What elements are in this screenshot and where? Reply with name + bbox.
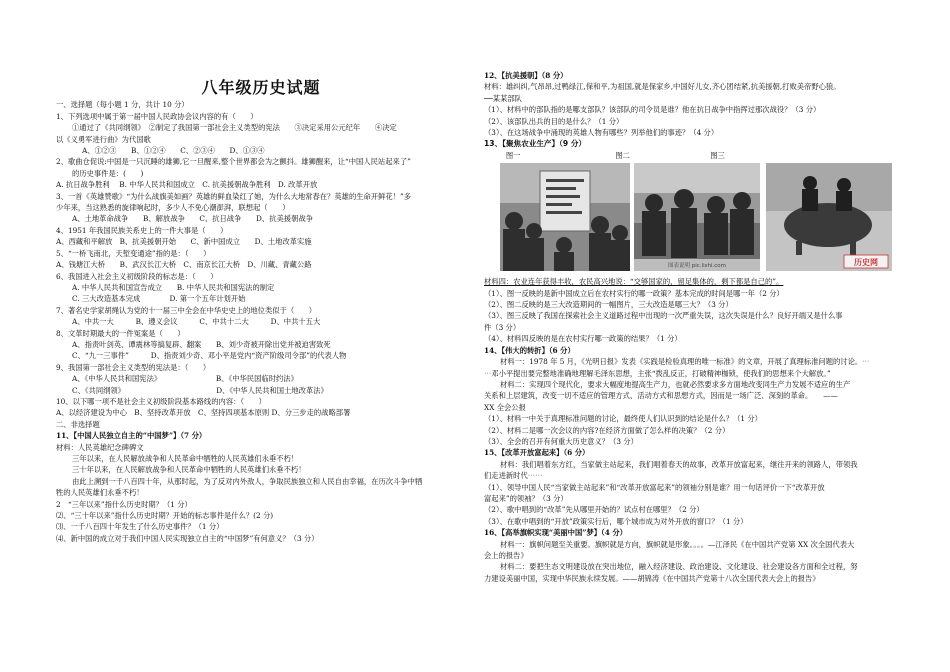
text-line: 12、【抗美援朝】（8 分）: [484, 71, 568, 80]
text-line: A、西藏和平解放 B、抗美援朝开始 C、新中国成立 D、土地改革实施: [56, 237, 312, 247]
text-line: （1）、领导中国人民“当家做主站起来”和“改革开放富起来”的领袖分别是谁？用一句话评价一下“改革开放: [484, 482, 825, 492]
text-line: 少年来，当这熟悉的旋律响起时，多少人不免心潮澎湃，联想起（ ）: [56, 203, 290, 213]
text-line: 会上的报告》: [484, 551, 528, 560]
text-line: ⑵、“三十年以来”指什么历史时期？开始的标志事件是什么？(2 分): [56, 511, 274, 521]
text-line: 4、1951 年我国民族关系史上的一件大事是（ ）: [56, 225, 228, 235]
right-bottom-question-list: [484, 276, 894, 584]
text-line: A、以经济建设为中心 B、坚持改革开放 C、坚持四项基本原则 D、分三步走的战略部署: [56, 408, 351, 418]
text-line: 11、【中国人民独立自主的“中国梦”】（7 分）: [56, 431, 207, 441]
text-line: 8、文革时期最大的一件冤案是（ ）: [56, 328, 185, 338]
text-line: 富起来”的领袖？（3 分）: [484, 493, 568, 503]
text-line: 6、我国进入社会主义初级阶段的标志是：（ ）: [56, 271, 218, 281]
text-line: （2）、该部队出兵的目的是什么？（1 分）: [484, 116, 624, 126]
photo-two: [634, 163, 760, 271]
text-line: A、土地革命战争 B、解放战争 C、抗日战争 D、抗美援朝战争: [72, 214, 313, 224]
text-line: （2）、材料二是哪一次会议的内容?在经济方面做了怎么样的决策？（2 分）: [484, 425, 730, 435]
text-line: C、“九一三事件” D、指责刘少奇、邓小平是党内“资产阶级司令部”的代表人物: [72, 351, 347, 361]
text-line: ⑶、一千八百四十年发生了什么历史事件？（1 分）: [56, 522, 224, 532]
right-top-question-list: [484, 70, 894, 161]
text-line: C. 三大改造基本完成 D. 第一个五年计划开始: [72, 294, 246, 304]
text-line: 材料：人民英雄纪念碑碑文: [56, 442, 144, 452]
text-line: ⑷、新中国的成立对于我们中国人民实现独立自主的“中国梦”有何意义？（3 分）: [56, 533, 319, 543]
text-line: 牲的人民英雄们永垂不朽！: [56, 488, 144, 498]
text-line: 图一 图二 图三: [484, 150, 725, 160]
photo-two-caption: 图表说明 pic.lishi.com: [668, 263, 726, 270]
text-line: A、指责叶剑英、谭震林等搞复辟、翻案 B、刘少奇被开除出党并被迫害致死: [72, 339, 331, 349]
text-line: 二、非选择题: [56, 419, 100, 429]
text-line: A、《中华人民共和国宪法》 B、《中华民国临时约法》: [72, 374, 298, 384]
text-line: 材料二：实现四个现代化，要求大幅度地提高生产力，也就必然要求多方面地改变同生产力发展不适应的生产: [500, 379, 851, 389]
text-line: A. 抗日战争胜利 B. 中华人民共和国成立 C. 抗美援朝战争胜利 D. 改革开放: [56, 180, 318, 190]
text-line: 由此上溯到一千八百四十年，从那时起，为了反对内外敌人，争取民族独立和人民自由幸福，在历次斗争中牺: [72, 476, 423, 486]
text-line: A、①②③ B、①②④ C、②③④ D、①③④: [82, 146, 265, 156]
text-line: （1）、材料中的部队指的是哪支部队？该部队的司令员是谁？他在抗日战争中指挥过那次战役？（3 分）: [484, 105, 821, 115]
text-line: 的历史事件是：( ): [72, 168, 144, 178]
text-line: 材料四：农业连年获得丰收，农民高兴地说：“交够国家的，留足集体的，剩下都是自己的”。: [484, 277, 784, 287]
text-line: 15、【改革开放富起来】（6 分）: [484, 448, 590, 458]
text-line: （4）、材料四反映的是在农村实行哪一政策的结果？（1 分）: [484, 334, 682, 344]
text-line: XX 全会公报: [484, 402, 526, 412]
text-line: 2、歌曲仓促说:中国是一只沉睡的雄狮,它一旦醒来,整个世界都会为之颤抖。雄狮醒来，让“中国人民站起来了”: [56, 157, 411, 167]
text-line: 材料一：旗帜问题至关重要。旗帜就是方向，旗帜就是形象。。。。—江泽民《在中国共产党第 XX 次全国代表大: [500, 539, 855, 549]
text-line: （2）、歌中唱到的“改革”先从哪里开始的？试点村在哪里？（2 分）: [484, 505, 704, 515]
text-line: 13、【聚焦农业生产】（9 分）: [484, 139, 587, 149]
text-line: 三十年以来，在人民解放战争和人民革命中牺牲的人民英雄们永垂不朽！: [72, 465, 306, 475]
text-line: （3）、在这场战争中涌现的英雄人物有哪些？列举他们的事迹？（4 分）: [484, 128, 719, 138]
text-line: （1）、材料一中关于真理标准问题的讨论，最终使人们认识到的结论是什么？（1 分）: [484, 414, 762, 424]
text-line: 9、我国第一部社会主义类型的宪法是：（ ）: [56, 362, 211, 372]
left-column: [56, 0, 466, 544]
text-line: A、钱塘江大桥 B、武汉长江大桥 C、南京长江大桥 D、川藏、青藏公路: [56, 260, 312, 270]
text-line: 3、一首《英雄赞歌》“为什么战旗美如画？英雄的鲜血染红了她，为什么大地常春在？英雄的生命开鲜花！”多: [56, 191, 412, 201]
text-line: ──某某部队: [484, 93, 522, 103]
text-line: （3）、全会的召开有何重大历史意义？（3 分）: [484, 436, 638, 446]
text-line: 材料二：要把生态文明建设放在突出地位，融入经济建设、政治建设、文化建设、社会建设各方面和全过程，努: [500, 562, 858, 572]
text-line: 关系和上层建筑，改变一切不适应的管理方式、活动方式和思想方式，因而是一场广泛、深刻的革命。 ——: [484, 391, 838, 401]
photo-one-image: [500, 163, 630, 271]
text-line: 材料：雄纠纠,气昂昂,过鸭绿江,保和平,为祖国,就是保家乡,中国好儿女,齐心团结紧,抗美援朝,打败美帝野心狼。: [484, 82, 841, 92]
text-line: （3）、图三反映了我国在探索社会主义道路过程中出现的一次严重失误，这次失误是什么？良好开端又是什么事: [484, 311, 843, 321]
text-line: 们走进新时代⋯⋯: [484, 471, 543, 481]
right-column: [484, 70, 894, 584]
photo-one: [500, 163, 630, 271]
page-title: 八年级历史试题: [201, 78, 321, 97]
text-line: ⋯邓小平提出要完整地准确地理解毛泽东思想，主张“拨乱反正，打破精神枷锁，使我们的思想来个大解放。”: [484, 368, 831, 378]
text-line: C、《共同纲领》 D、《中华人民共和国土地改革法》: [72, 385, 328, 395]
text-line: 16、【高举旗帜实现“美丽中国”梦】（4 分）: [484, 528, 627, 538]
text-line: 力建设美丽中国，实现中华民族永续发展。——胡锦涛《在中国共产党第十八次全国代表大会上的报告》: [484, 573, 820, 583]
text-line: 材料：我们唱着东方红，当家做主站起来，我们唱着春天的故事，改革开放富起来，继往开来的领路人，带领我: [500, 459, 858, 469]
text-line: 1、下列选项中属于第一届中国人民政协会议内容的有（ ）: [56, 111, 258, 121]
text-line: 14、【伟大的转折】（6 分）: [484, 345, 575, 355]
text-line: 2 “三年以来”指什么历史时期？（1 分）: [56, 499, 192, 509]
text-line: A. 中华人民共和国宣告成立 B. 中华人民共和国宪法的制定: [72, 282, 275, 292]
text-line: 10、以下哪一项不是社会主义初级阶段基本路线的内容：（ ）: [56, 396, 266, 406]
photo-three-image: [766, 163, 892, 271]
text-line: 7、著名史学家胡绳认为党的十一届三中全会在中华史史上的地位类似于（ ）: [56, 305, 317, 315]
photo-two-image: [634, 163, 760, 271]
watermark-logo: 历史网: [854, 258, 878, 268]
text-line: 5、“一桥飞南北，天堑变通途”指的是：（ ）: [56, 248, 211, 258]
text-line: ①通过了《共同纲领》 ②制定了我国第一部社会主义类型的宪法 ③决定采用公元纪年 ④决定: [72, 123, 397, 133]
text-line: 以《义勇军进行曲》为代国歌: [56, 134, 151, 144]
text-line: （2）、图二反映的是三大改造期间的一幅图片，三大改造是哪三大？（3 分）: [484, 300, 733, 310]
left-question-list: [56, 99, 466, 544]
photo-three: [766, 163, 892, 271]
text-line: 材料一：1978 年 5 月，《光明日报》发表《实践是检验真理的唯一标准》的文章，开展了真理标准问题的讨论。⋯: [500, 357, 870, 367]
text-line: 三年以来，在人民解放战争和人民革命中牺牲的人民英雄们永垂不朽！: [72, 454, 299, 463]
text-line: A、中共一大 B、遵义会议 C、中共十二大 D、中共十五大: [72, 317, 321, 327]
text-line: （3）、在歌中唱到的“开放”政策实行后，哪个城市成为对外开放的窗口？（1 分）: [484, 516, 748, 526]
text-line: 件（3 分）: [484, 322, 521, 332]
photo-strip: [484, 163, 894, 273]
text-line: （1）、图一反映的是新中国成立后在农村实行的哪一政策？基本完成的时间是哪一年（2 分）: [484, 288, 784, 298]
text-line: 一、选择题（每小题 1 分，共计 10 分）: [56, 100, 189, 110]
